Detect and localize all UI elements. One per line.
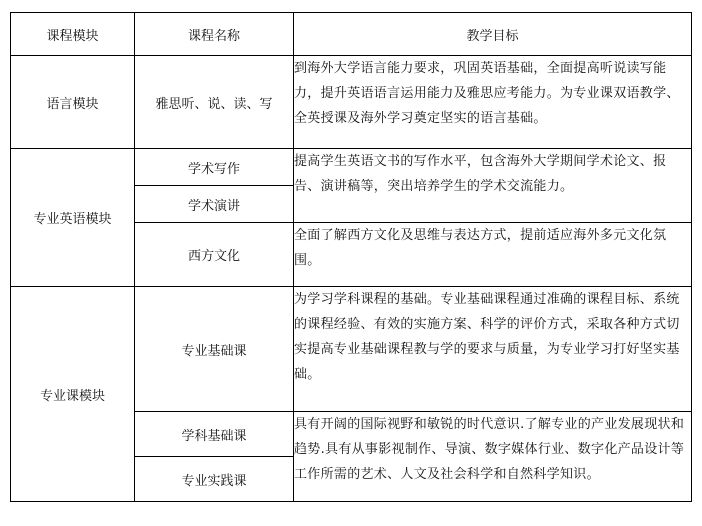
course-ielts: 雅思听、说、读、写 [135, 56, 294, 149]
header-course-name: 课程名称 [135, 13, 294, 56]
header-goal: 教学目标 [294, 13, 692, 56]
goal-english: 提高学生英语文书的写作水平，包含海外大学期间学术论文、报告、演讲稿等，突出培养学生的学术交流能力。 [294, 149, 692, 223]
course-western-culture: 西方文化 [135, 223, 294, 287]
header-module: 课程模块 [11, 13, 135, 56]
course-academic-writing: 学术写作 [135, 149, 294, 186]
course-table [10, 12, 692, 502]
module-major: 专业课模块 [11, 287, 135, 502]
table-row [11, 56, 692, 149]
table-header-row [11, 13, 692, 56]
course-subject-foundation: 学科基础课 [135, 412, 294, 457]
course-academic-speech: 学术演讲 [135, 186, 294, 223]
course-major-foundation: 专业基础课 [135, 287, 294, 412]
goal-language: 到海外大学语言能力要求，巩固英语基础，全面提高听说读写能力，提升英语语言运用能力及雅思应考能力。为专业课双语教学、全英授课及海外学习奠定坚实的语言基础。 [294, 56, 692, 149]
module-language: 语言模块 [11, 56, 135, 149]
module-english: 专业英语模块 [11, 149, 135, 287]
course-professional-practice: 专业实践课 [135, 457, 294, 502]
table-row [11, 149, 692, 186]
goal-major-foundation: 为学习学科课程的基础。专业基础课程通过准确的课程目标、系统的课程经验、有效的实施方案、科学的评价方式，采取各种方式切实提高专业基础课程教与学的要求与质量，为专业学习打好坚实基础。 [294, 287, 692, 412]
goal-subject-practice: 具有开阔的国际视野和敏锐的时代意识.了解专业的产业发展现状和趋势.具有从事影视制作、导演、数字媒体行业、数字化产品设计等工作所需的艺术、人文及社会科学和自然科学知识。 [294, 412, 692, 502]
goal-western-culture: 全面了解西方文化及思维与表达方式，提前适应海外多元文化氛围。 [294, 223, 692, 287]
table-row [11, 287, 692, 412]
